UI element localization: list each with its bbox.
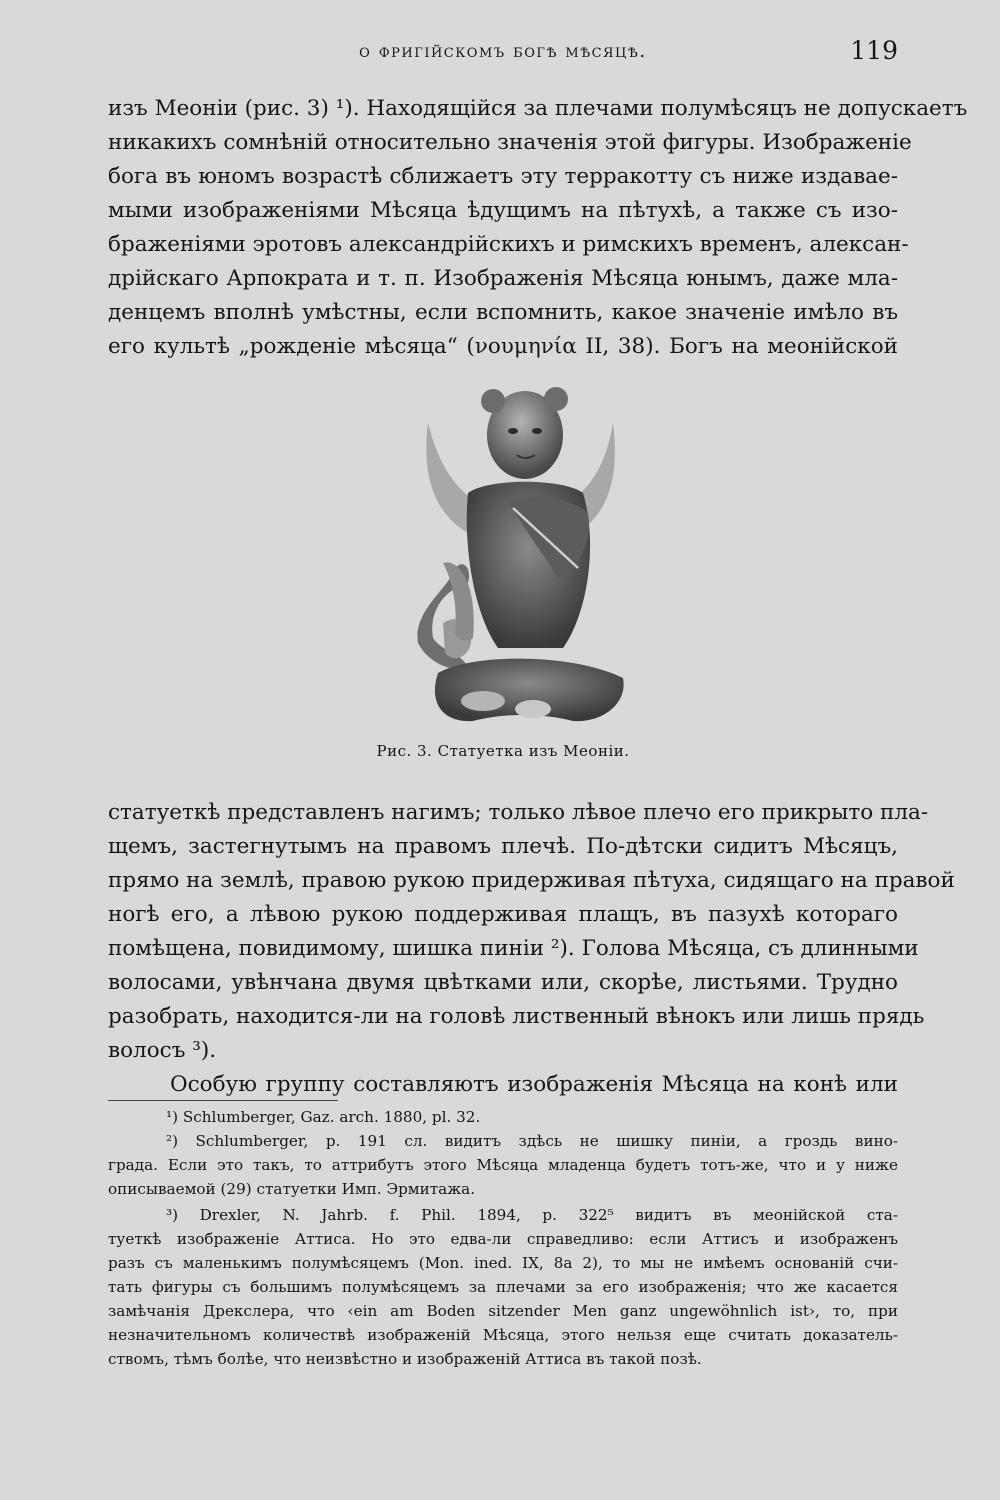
body-line: прямо на землѣ, правою рукою придерживая пѣтуха, сидящаго на правой xyxy=(108,868,955,893)
body-line: дрійскаго Арпократа и т. п. Изображенія Мѣсяца юнымъ, даже мла- xyxy=(108,266,898,291)
body-line: ногѣ его, а лѣвою рукою поддерживая плащъ, въ пазухѣ котораго xyxy=(108,902,898,927)
running-head xyxy=(108,36,898,70)
page-number: 119 xyxy=(850,36,898,65)
footnote-3-line: ствомъ, тѣмъ болѣе, что неизвѣстно и изображеній Аттиса въ такой позѣ. xyxy=(108,1350,702,1368)
body-line: мыми изображеніями Мѣсяца ѣдущимъ на пѣтухѣ, а также съ изо- xyxy=(108,198,898,223)
footnote-3-line: ³) Drexler, N. Jahrb. f. Phil. 1894, p. 322⁵ видитъ въ меонійской ста- xyxy=(166,1206,898,1224)
footnote-2-line: описываемой (29) статуетки Имп. Эрмитажа. xyxy=(108,1180,476,1198)
footnote-2-line: ²) Schlumberger, p. 191 сл. видитъ здѣсь не шишку пиніи, а гроздь вино- xyxy=(166,1132,898,1150)
body-line: его культѣ „рожденіе мѣсяца“ (νουμηνία II, 38). Богъ на меонійской xyxy=(108,334,898,359)
footnote-rule xyxy=(108,1100,338,1101)
footnote-3-line: тать фигуры съ большимъ полумѣсяцемъ за плечами за его изображенія; что же касается xyxy=(108,1278,898,1296)
body-line: статуеткѣ представленъ нагимъ; только лѣвое плечо его прикрыто пла- xyxy=(108,800,929,825)
figure-statuette-image xyxy=(413,383,633,728)
body-line: разобрать, находится-ли на головѣ лиственный вѣнокъ или лишь прядь xyxy=(108,1004,925,1029)
footnote-3-line: туеткѣ изображеніе Аттиса. Но это едва-ли справедливо: если Аттисъ и изображенъ xyxy=(108,1230,898,1248)
body-line: браженіями эротовъ александрійскихъ и римскихъ временъ, алексан- xyxy=(108,232,909,257)
body-line: никакихъ сомнѣній относительно значенія этой фигуры. Изображеніе xyxy=(108,130,912,155)
footnote-1: ¹) Schlumberger, Gaz. arch. 1880, pl. 32. xyxy=(166,1108,481,1126)
body-line: денцемъ вполнѣ умѣстны, если вспомнить, какое значеніе имѣло въ xyxy=(108,300,898,325)
body-line: помѣщена, повидимому, шишка пиніи ²). Голова Мѣсяца, съ длинными xyxy=(108,936,919,961)
body-line: волосами, увѣнчана двумя цвѣтками или, скорѣе, листьями. Трудно xyxy=(108,970,898,995)
figure-caption: Рис. 3. Статуетка изъ Меоніи. xyxy=(376,742,630,760)
body-line: волосъ ³). xyxy=(108,1038,217,1063)
body-line: бога въ юномъ возрастѣ сближаетъ эту терракотту съ ниже издавае- xyxy=(108,164,898,189)
footnote-3-line: замѣчанія Дрекслера, что ‹ein am Boden sitzender Men ganz ungewöhnlich ist›, то, при xyxy=(108,1302,898,1320)
running-title: о фригійскомъ богѣ мѣсяцѣ. xyxy=(359,40,647,62)
body-line: изъ Меоніи (рис. 3) ¹). Находящійся за плечами полумѣсяцъ не допускаетъ xyxy=(108,96,968,121)
statuette-drawing xyxy=(413,383,633,728)
body-line-paragraph-start: Особую группу составляютъ изображенія Мѣсяца на конѣ или xyxy=(170,1072,898,1097)
footnote-2-line: града. Если это такъ, то аттрибутъ этого Мѣсяца младенца будетъ тотъ-же, что и у ниже xyxy=(108,1156,898,1174)
footnote-3-line: незначительномъ количествѣ изображеній Мѣсяца, этого нельзя еще считать доказатель- xyxy=(108,1326,898,1344)
footnote-3-line: разъ съ маленькимъ полумѣсяцемъ (Mon. ined. IX, 8a 2), то мы не имѣемъ основаній счи- xyxy=(108,1254,898,1272)
body-line: щемъ, застегнутымъ на правомъ плечѣ. По-дѣтски сидитъ Мѣсяцъ, xyxy=(108,834,898,859)
